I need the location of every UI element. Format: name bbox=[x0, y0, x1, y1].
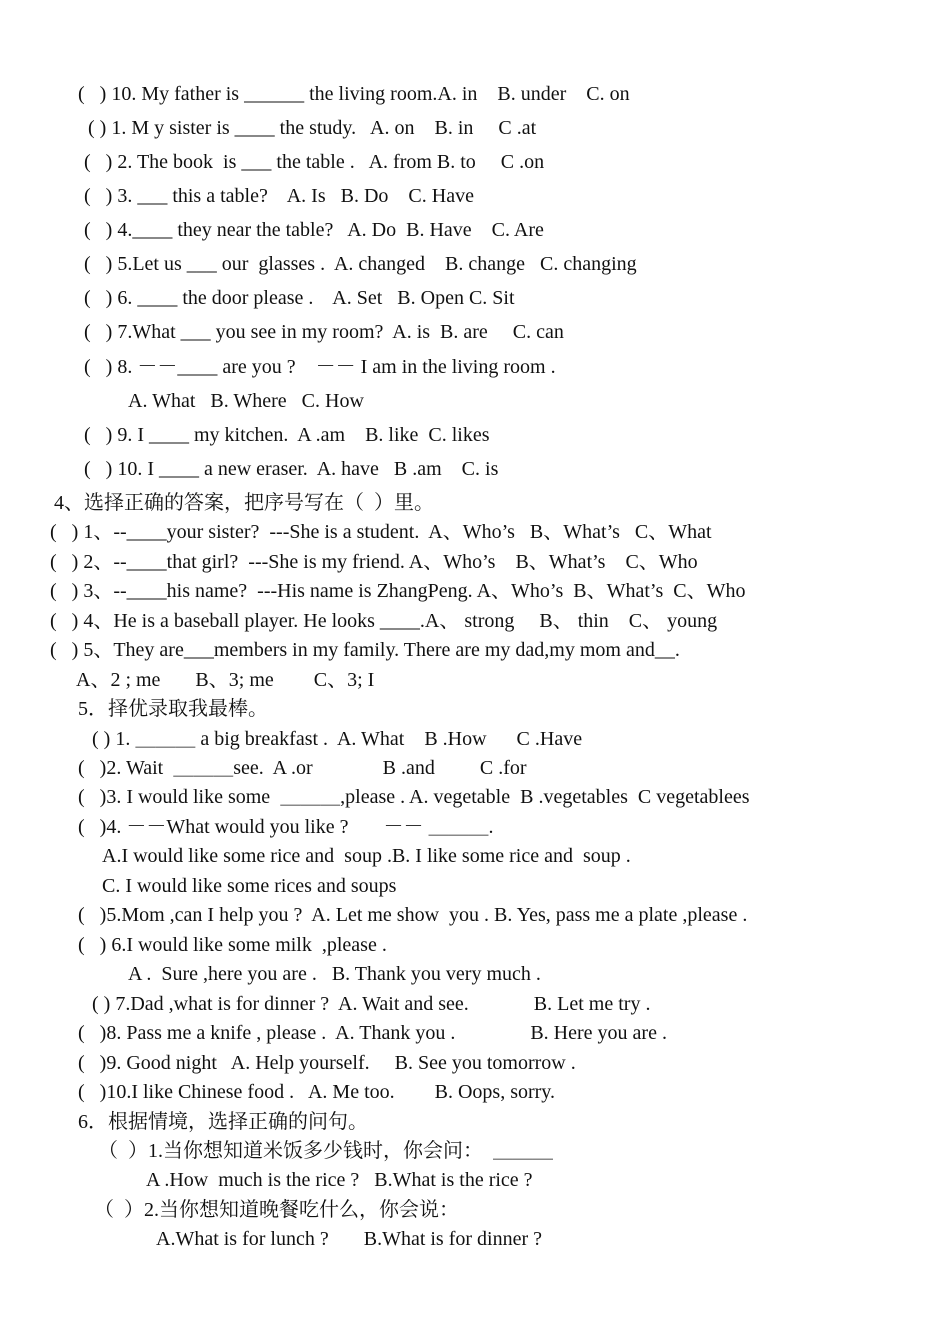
s5-q6-options: A . Sure ,here you are . B. Thank you very much . bbox=[128, 963, 541, 985]
s5-q10: ( )10.I like Chinese food . A. Me too. B. Oops, sorry. bbox=[78, 1081, 555, 1103]
q-line-6: ( ) 5.Let us ___ our glasses . A. changed B. change C. changing bbox=[84, 253, 637, 275]
s4-q4: ( ) 4、He is a baseball player. He looks ____.A、 strong B、 thin C、 young bbox=[50, 610, 718, 632]
q-line-4: ( ) 3. ___ this a table? A. Is B. Do C. Have bbox=[84, 185, 474, 207]
q-line-11: ( ) 10. I ____ a new eraser. A. have B .am C. is bbox=[84, 458, 499, 480]
q-line-8: ( ) 7.What ___ you see in my room? A. is B. are C. can bbox=[84, 321, 564, 343]
s6-q2-options: A.What is for lunch ? B.What is for dinner ? bbox=[156, 1228, 543, 1250]
q-line-3: ( ) 2. The book is ___ the table . A. from B. to C .on bbox=[84, 151, 545, 173]
q-line-1: ( ) 10. My father is ______ the living room.A. in B. under C. on bbox=[78, 83, 630, 105]
s5-q1: ( ) 1. ＿＿＿ a big breakfast . A. What B .How C .Have bbox=[92, 728, 583, 750]
s4-q5: ( ) 5、They are___members in my family. There are my dad,my mom and__. bbox=[50, 639, 680, 661]
s4-q1: ( ) 1、--____your sister? ---She is a student. A、Who’s B、What’s C、What bbox=[50, 521, 712, 543]
section-4-heading: 4、选择正确的答案，把序号写在（ ）里。 bbox=[54, 492, 434, 514]
q-line-7: ( ) 6. ____ the door please . A. Set B. Open C. Sit bbox=[84, 287, 515, 309]
s5-q3: ( )3. I would like some ＿＿＿,please . A. vegetable B .vegetables C vegetablees bbox=[78, 786, 750, 808]
s5-q6: ( ) 6.I would like some milk ,please . bbox=[78, 934, 387, 956]
s5-q4-option-c: C. I would like some rices and soups bbox=[102, 875, 397, 897]
s6-q1: （ ）1.当你想知道米饭多少钱时，你会问： ＿＿＿ bbox=[98, 1140, 553, 1162]
s6-q1-options: A .How much is the rice ? B.What is the rice ? bbox=[146, 1169, 533, 1191]
s5-q4-option-a: A.I would like some rice and soup .B. I like some rice and soup . bbox=[102, 845, 631, 867]
section-5-heading: 5．择优录取我最棒。 bbox=[78, 698, 268, 720]
q-line-10: ( ) 9. I ____ my kitchen. A .am B. like C. likes bbox=[84, 424, 490, 446]
q-line-9: ( ) 8. －－____ are you ? －－ I am in the living room . bbox=[84, 356, 556, 378]
s6-q2: （ ）2.当你想知道晚餐吃什么，你会说： bbox=[94, 1199, 459, 1221]
q-line-5: ( ) 4.____ they near the table? A. Do B. Have C. Are bbox=[84, 219, 544, 241]
s5-q8: ( )8. Pass me a knife , please . A. Thank you . B. Here you are . bbox=[78, 1022, 667, 1044]
s4-q3: ( ) 3、--____his name? ---His name is ZhangPeng. A、Who’s B、What’s C、Who bbox=[50, 580, 746, 602]
q-options-9: A. What B. Where C. How bbox=[128, 390, 364, 412]
s5-q4: ( )4. －－What would you like ? －－ ＿＿＿. bbox=[78, 816, 494, 838]
s4-q5-options: A、2 ; me B、3; me C、3; I bbox=[76, 669, 375, 691]
section-6-heading: 6．根据情境，选择正确的问句。 bbox=[78, 1111, 368, 1133]
s5-q2: ( )2. Wait ＿＿＿see. A .or B .and C .for bbox=[78, 757, 527, 779]
s5-q7: ( ) 7.Dad ,what is for dinner ? A. Wait and see. B. Let me try . bbox=[92, 993, 651, 1015]
s5-q9: ( )9. Good night A. Help yourself. B. See you tomorrow . bbox=[78, 1052, 576, 1074]
q-line-2: ( ) 1. M y sister is ____ the study. A. on B. in C .at bbox=[88, 117, 537, 139]
s4-q2: ( ) 2、--____that girl? ---She is my friend. A、Who’s B、What’s C、Who bbox=[50, 551, 698, 573]
s5-q5: ( )5.Mom ,can I help you ? A. Let me show you . B. Yes, pass me a plate ,please . bbox=[78, 904, 748, 926]
